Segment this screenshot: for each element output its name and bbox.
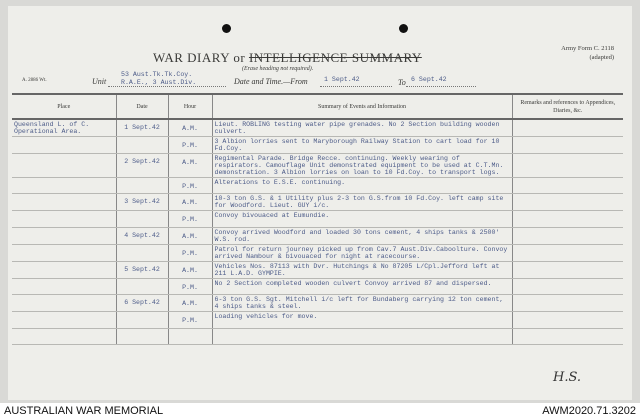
cell-remarks (512, 211, 623, 227)
table-row (12, 295, 623, 312)
unit-underline (108, 86, 226, 87)
table-header-row (12, 94, 623, 119)
cell-summary: Convoy bivouaced at Eumundie. (212, 211, 512, 227)
col-header-place: Place (12, 94, 116, 119)
cell-place (12, 312, 116, 328)
cell-place (12, 227, 116, 244)
date-label: Date and Time.—From (234, 77, 308, 86)
title-war-diary: WAR DIARY (153, 50, 230, 65)
unit-line-2: R.A.E., 3 Aust.Div. (121, 79, 197, 86)
army-form-number: Army Form C. 2118 (561, 45, 614, 52)
table-row (12, 178, 623, 194)
cell-summary: Convoy arrived Woodford and loaded 30 tons cement, 4 ships tanks & 2500' W.S. rod. (212, 227, 512, 244)
cell-summary: 6-3 ton G.S. Sgt. Mitchell i/c left for Bundaberg carrying 12 ton cement, 4 ships tanks & steel. (212, 295, 512, 312)
table-row (12, 278, 623, 294)
cell-summary: Regimental Parade. Bridge Recce. continuing. Weekly wearing of respirators. Camouflage Unit demonstrated equipment to be used at C.T.Mn. demonstration. 3 Albion lorries on loan to 10 Fd.Coy. to transport logs. (212, 154, 512, 178)
cell-summary: Loading vehicles for move. (212, 312, 512, 328)
cell-remarks (512, 244, 623, 261)
army-form-adapted: (adapted) (589, 54, 614, 61)
date-to: 6 Sept.42 (411, 76, 447, 83)
table-row (12, 211, 623, 227)
cell-place (12, 137, 116, 154)
table-row (12, 312, 623, 328)
cell-hour: P.M. (168, 244, 212, 261)
title-or: or (233, 50, 246, 65)
table-row (12, 261, 623, 278)
cell-place (12, 178, 116, 194)
cell-hour: A.M. (168, 261, 212, 278)
cell-summary (212, 328, 512, 344)
punch-hole (399, 24, 408, 33)
table-row (12, 119, 623, 137)
cell-date (116, 244, 168, 261)
cell-place (12, 194, 116, 211)
cell-hour: A.M. (168, 295, 212, 312)
table-row (12, 227, 623, 244)
col-header-hour: Hour (168, 94, 212, 119)
cell-hour: A.M. (168, 154, 212, 178)
diary-sheet (8, 6, 632, 400)
cell-date: 4 Sept.42 (116, 227, 168, 244)
cell-place (12, 244, 116, 261)
cell-date (116, 278, 168, 294)
cell-summary: No 2 Section completed wooden culvert Convoy arrived 87 and dispersed. (212, 278, 512, 294)
cell-remarks (512, 154, 623, 178)
unit-line-1: 53 Aust.Tk.Tk.Coy. (121, 71, 193, 78)
cell-summary: Vehicles Nos. 87113 with Dvr. Hutchings & No 87205 L/Cpl.Jefford left at 211 L.A.D. GYMPIE. (212, 261, 512, 278)
cell-hour: P.M. (168, 178, 212, 194)
cell-place (12, 278, 116, 294)
title-struck-summary: INTELLIGENCE SUMMARY (248, 50, 422, 65)
table-row (12, 244, 623, 261)
footer-institution: AUSTRALIAN WAR MEMORIAL (4, 405, 164, 417)
erase-note: (Erase heading not required). (242, 66, 314, 72)
table-row (12, 328, 623, 344)
cell-hour: P.M. (168, 312, 212, 328)
cell-date (116, 211, 168, 227)
cell-place (12, 261, 116, 278)
cell-remarks (512, 227, 623, 244)
cell-date: 5 Sept.42 (116, 261, 168, 278)
diary-table (12, 93, 623, 345)
table-row (12, 194, 623, 211)
cell-date (116, 312, 168, 328)
date-from-underline (320, 86, 392, 87)
cell-summary: Patrol for return journey picked up from Cav.7 Aust.Div.Caboolture. Convoy arrived Nambour & bivouaced for night at racecourse. (212, 244, 512, 261)
punch-hole (222, 24, 231, 33)
printer-code: A. 2886 Wt. (22, 78, 47, 83)
cell-date (116, 137, 168, 154)
cell-hour: P.M. (168, 137, 212, 154)
cell-place: Queensland L. of C. Operational Area. (12, 119, 116, 137)
cell-remarks (512, 119, 623, 137)
cell-remarks (512, 194, 623, 211)
cell-place (12, 211, 116, 227)
cell-date: 3 Sept.42 (116, 194, 168, 211)
cell-remarks (512, 261, 623, 278)
cell-remarks (512, 328, 623, 344)
cell-hour: A.M. (168, 194, 212, 211)
footer-bar (0, 403, 640, 419)
signature: H.S. (553, 370, 582, 385)
cell-hour (168, 328, 212, 344)
cell-place (12, 328, 116, 344)
cell-remarks (512, 178, 623, 194)
date-to-underline (406, 86, 476, 87)
cell-date: 6 Sept.42 (116, 295, 168, 312)
cell-date: 2 Sept.42 (116, 154, 168, 178)
cell-summary: Lieut. ROBLING testing water pipe grenades. No 2 Section building wooden culvert. (212, 119, 512, 137)
cell-date: 1 Sept.42 (116, 119, 168, 137)
army-form-label (561, 44, 614, 62)
cell-summary: Alterations to E.S.E. continuing. (212, 178, 512, 194)
col-header-summary: Summary of Events and Information (212, 94, 512, 119)
cell-place (12, 295, 116, 312)
cell-remarks (512, 278, 623, 294)
cell-remarks (512, 137, 623, 154)
footer-accession: AWM2020.71.3202 (542, 405, 636, 417)
col-header-date: Date (116, 94, 168, 119)
cell-summary: 10-3 ton G.S. & 1 Utility plus 2-3 ton G.S.from 10 Fd.Coy. left camp site for Woodford. Lieut. GUY i/c. (212, 194, 512, 211)
cell-remarks (512, 295, 623, 312)
date-from: 1 Sept.42 (324, 76, 360, 83)
table-row (12, 137, 623, 154)
unit-label: Unit (92, 77, 107, 86)
diary-title (153, 50, 453, 66)
cell-hour: P.M. (168, 278, 212, 294)
date-to-label: To (398, 78, 406, 87)
cell-place (12, 154, 116, 178)
cell-date (116, 178, 168, 194)
table-row (12, 154, 623, 178)
col-header-remarks: Remarks and references to Appendices, Diaries, &c. (512, 94, 623, 119)
cell-date (116, 328, 168, 344)
cell-remarks (512, 312, 623, 328)
cell-summary: 3 Albion lorries sent to Maryborough Railway Station to cart load for 10 Fd.Coy. (212, 137, 512, 154)
cell-hour: A.M. (168, 119, 212, 137)
cell-hour: A.M. (168, 227, 212, 244)
cell-hour: P.M. (168, 211, 212, 227)
